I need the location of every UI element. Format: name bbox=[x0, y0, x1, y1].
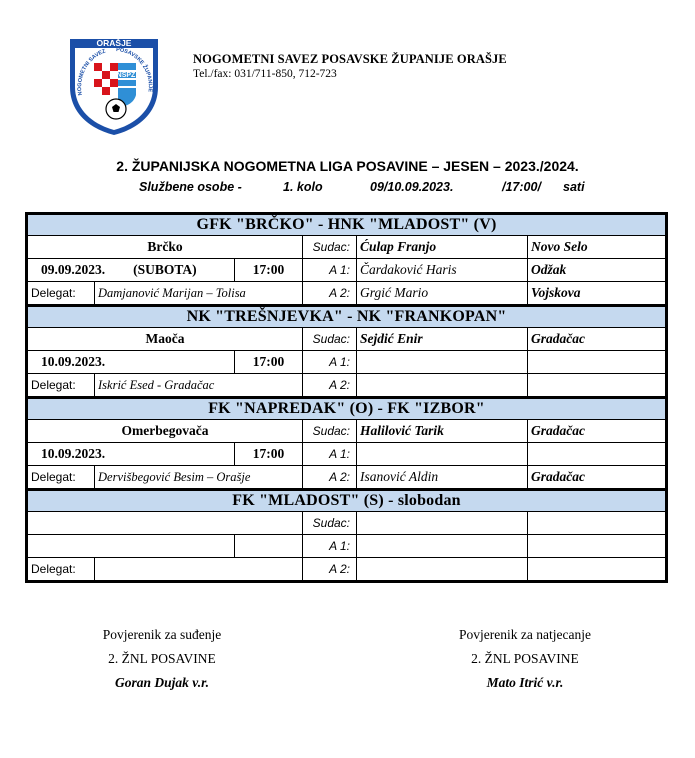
match-date-day bbox=[27, 443, 235, 466]
assistant2-row bbox=[27, 282, 667, 306]
assistant1-label: A 1: bbox=[303, 535, 357, 558]
delegate-name: Dervišbegović Besim – Orašje bbox=[95, 466, 303, 490]
assistant2-city bbox=[528, 374, 667, 398]
venue-city: Brčko bbox=[27, 236, 303, 259]
match-date: 09.09.2023. bbox=[41, 262, 106, 277]
assistant1-name bbox=[357, 535, 528, 558]
referee-label: Sudac: bbox=[303, 328, 357, 351]
assistant1-row bbox=[27, 443, 667, 466]
referee-row bbox=[27, 420, 667, 443]
venue-city bbox=[27, 512, 303, 535]
match-date-day bbox=[27, 259, 235, 282]
match-header bbox=[27, 490, 667, 512]
commissioner-role: Povjerenik za natjecanje bbox=[459, 627, 591, 642]
assistant1-row bbox=[27, 535, 667, 558]
referee-label: Sudac: bbox=[303, 420, 357, 443]
assistant2-row bbox=[27, 374, 667, 398]
match-time: 17:00 bbox=[235, 259, 303, 282]
assistant1-name bbox=[357, 351, 528, 374]
match-date-day bbox=[27, 535, 235, 558]
svg-text:NSPŽ: NSPŽ bbox=[116, 72, 136, 79]
svg-text:NOGOMETNI SAVEZ: NOGOMETNI SAVEZ bbox=[77, 48, 107, 96]
match-time: 17:00 bbox=[235, 443, 303, 466]
referee-commissioner bbox=[62, 623, 262, 695]
assistant1-name bbox=[357, 443, 528, 466]
venue-city: Omerbegovača bbox=[27, 420, 303, 443]
assistant1-label: A 1: bbox=[303, 259, 357, 282]
referee-city: Novo Selo bbox=[528, 236, 667, 259]
assistant1-label: A 1: bbox=[303, 443, 357, 466]
assistant1-label: A 1: bbox=[303, 351, 357, 374]
match-date: 10.09.2023. bbox=[41, 354, 106, 369]
match-day: (SUBOTA) bbox=[133, 262, 197, 277]
commissioner-name: Mato Itrić v.r. bbox=[486, 675, 564, 690]
assistant1-city bbox=[528, 351, 667, 374]
assistant2-row bbox=[27, 466, 667, 490]
assistant2-label: A 2: bbox=[303, 282, 357, 306]
svg-text:POSAVSKE ŽUPANIJE: POSAVSKE ŽUPANIJE bbox=[115, 46, 153, 93]
match-title: FK "NAPREDAK" (O) - FK "IZBOR" bbox=[27, 398, 667, 420]
match-date: 10.09.2023. bbox=[41, 446, 106, 461]
referee-row bbox=[27, 512, 667, 535]
referee-label: Sudac: bbox=[303, 236, 357, 259]
round-label: 1. kolo bbox=[283, 180, 323, 194]
commissioner-league: 2. ŽNL POSAVINE bbox=[108, 651, 216, 666]
referee-label: Sudac: bbox=[303, 512, 357, 535]
delegate-name: Damjanović Marijan – Tolisa bbox=[95, 282, 303, 306]
referee-row bbox=[27, 236, 667, 259]
assistant1-name: Čardaković Haris bbox=[357, 259, 528, 282]
competition-commissioner bbox=[420, 623, 630, 695]
league-title: 2. ŽUPANIJSKA NOGOMETNA LIGA POSAVINE – JESEN – 2023./2024. bbox=[116, 158, 579, 174]
officials-table bbox=[25, 212, 668, 583]
delegate-label: Delegat: bbox=[27, 466, 95, 490]
assistant1-city bbox=[528, 535, 667, 558]
referee-name: Ćulap Franjo bbox=[357, 236, 528, 259]
commissioner-name: Goran Dujak v.r. bbox=[114, 675, 210, 690]
assistant2-city: Vojskova bbox=[528, 282, 667, 306]
commissioner-league: 2. ŽNL POSAVINE bbox=[471, 651, 579, 666]
assistant2-label: A 2: bbox=[303, 374, 357, 398]
assistant2-name: Grgić Mario bbox=[357, 282, 528, 306]
delegate-label: Delegat: bbox=[27, 374, 95, 398]
svg-text:ORAŠJE: ORAŠJE bbox=[96, 38, 132, 48]
match-time bbox=[235, 535, 303, 558]
match-title: FK "MLADOST" (S) - slobodan bbox=[27, 490, 667, 512]
assistant2-name: Isanović Aldin bbox=[357, 466, 528, 490]
assistant2-city bbox=[528, 558, 667, 582]
organization-phone: Tel./fax: 031/711-850, 712-723 bbox=[193, 68, 337, 80]
assistant2-city: Gradačac bbox=[528, 466, 667, 490]
round-dates: 09/10.09.2023. bbox=[370, 180, 454, 194]
referee-name bbox=[357, 512, 528, 535]
match-header bbox=[27, 306, 667, 328]
delegate-label: Delegat: bbox=[27, 558, 95, 582]
match-header bbox=[27, 398, 667, 420]
match-title: NK "TREŠNJEVKA" - NK "FRANKOPAN" bbox=[27, 306, 667, 328]
venue-city: Maoča bbox=[27, 328, 303, 351]
assistant1-row bbox=[27, 351, 667, 374]
organization-name: NOGOMETNI SAVEZ POSAVSKE ŽUPANIJE ORAŠJE bbox=[193, 52, 507, 66]
referee-city bbox=[528, 512, 667, 535]
referee-city: Gradačac bbox=[528, 328, 667, 351]
assistant2-name bbox=[357, 374, 528, 398]
assistant1-city bbox=[528, 443, 667, 466]
referee-name: Halilović Tarik bbox=[357, 420, 528, 443]
match-title: GFK "BRČKO" - HNK "MLADOST" (V) bbox=[27, 214, 667, 236]
match-date-day bbox=[27, 351, 235, 374]
assistant2-name bbox=[357, 558, 528, 582]
referee-city: Gradačac bbox=[528, 420, 667, 443]
assistant2-label: A 2: bbox=[303, 558, 357, 582]
officials-label: Službene osobe - bbox=[139, 180, 242, 194]
delegate-name: Iskrić Esed - Gradačac bbox=[95, 374, 303, 398]
match-header bbox=[27, 214, 667, 236]
assistant1-row bbox=[27, 259, 667, 282]
commissioner-role: Povjerenik za suđenje bbox=[102, 627, 222, 642]
match-time: 17:00 bbox=[235, 351, 303, 374]
assistant2-row bbox=[27, 558, 667, 582]
federation-logo bbox=[66, 33, 162, 137]
assistant1-city: Odžak bbox=[528, 259, 667, 282]
referee-name: Sejdić Enir bbox=[357, 328, 528, 351]
assistant2-label: A 2: bbox=[303, 466, 357, 490]
referee-row bbox=[27, 328, 667, 351]
round-time: /17:00/ bbox=[502, 180, 541, 194]
delegate-name bbox=[95, 558, 303, 582]
round-hours: sati bbox=[563, 180, 585, 194]
delegate-label: Delegat: bbox=[27, 282, 95, 306]
